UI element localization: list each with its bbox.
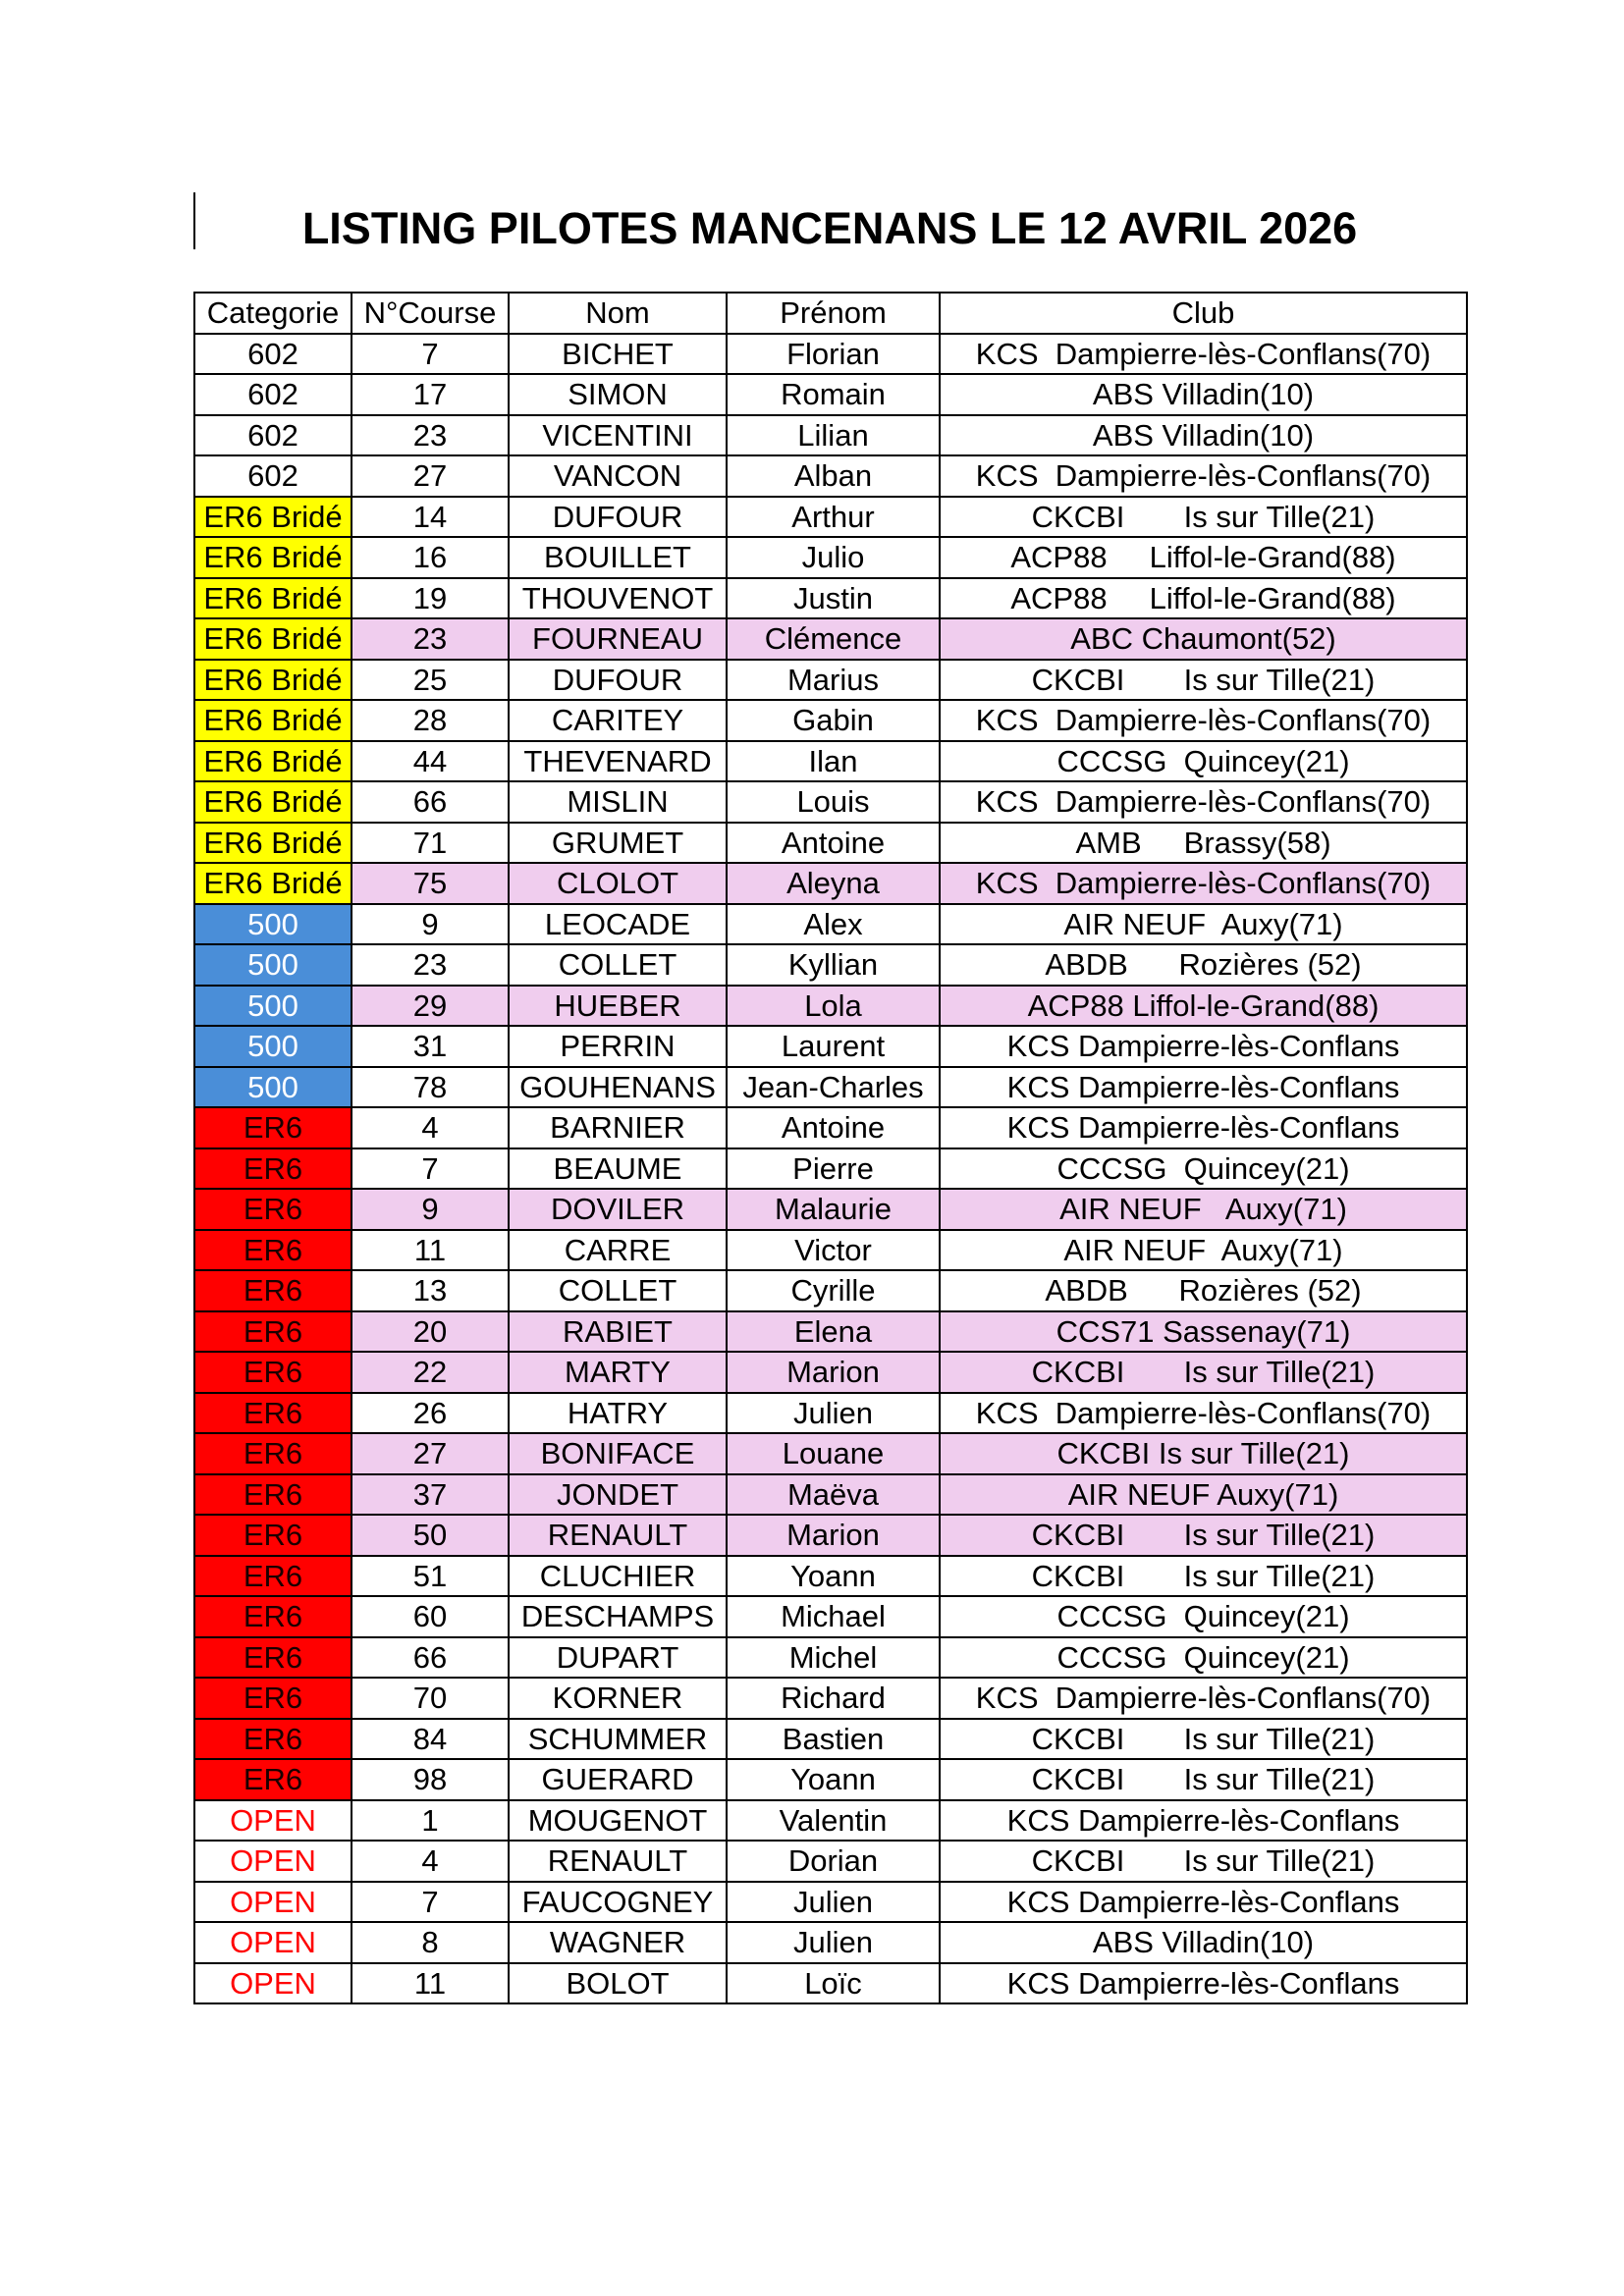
cell-numero-course: 98 [352, 1759, 509, 1800]
table-row [194, 904, 1467, 945]
cell-numero-course: 44 [352, 741, 509, 782]
cell-nom: CARITEY [509, 700, 727, 741]
table-row [194, 1922, 1467, 1963]
cell-categorie: OPEN [194, 1800, 352, 1842]
cell-numero-course: 23 [352, 415, 509, 456]
cell-categorie: ER6 [194, 1678, 352, 1719]
cell-numero-course: 23 [352, 618, 509, 660]
cell-nom: SIMON [509, 374, 727, 415]
cell-club: KCS Dampierre-lès-Conflans [940, 1107, 1467, 1148]
cell-prenom: Antoine [727, 823, 940, 864]
cell-numero-course: 8 [352, 1922, 509, 1963]
cell-categorie: ER6 Bridé [194, 741, 352, 782]
cell-nom: LEOCADE [509, 904, 727, 945]
cell-prenom: Laurent [727, 1026, 940, 1067]
header-club: Club [940, 293, 1467, 334]
cell-nom: BOUILLET [509, 537, 727, 578]
cell-prenom: Marion [727, 1515, 940, 1556]
cell-club: KCS Dampierre-lès-Conflans(70) [940, 781, 1467, 823]
table-row [194, 537, 1467, 578]
cell-nom: DOVILER [509, 1189, 727, 1230]
header-numero-course: N°Course [352, 293, 509, 334]
cell-numero-course: 22 [352, 1352, 509, 1393]
cell-numero-course: 4 [352, 1107, 509, 1148]
cell-nom: DESCHAMPS [509, 1596, 727, 1637]
cell-prenom: Jean-Charles [727, 1067, 940, 1108]
table-row [194, 618, 1467, 660]
cell-club: CKCBI Is sur Tille(21) [940, 660, 1467, 701]
cell-club: AIR NEUF Auxy(71) [940, 1230, 1467, 1271]
table-row [194, 334, 1467, 375]
cell-numero-course: 11 [352, 1230, 509, 1271]
cell-prenom: Cyrille [727, 1270, 940, 1311]
cell-prenom: Clémence [727, 618, 940, 660]
cell-nom: HUEBER [509, 986, 727, 1027]
cell-numero-course: 70 [352, 1678, 509, 1719]
table-row [194, 986, 1467, 1027]
cell-club: KCS Dampierre-lès-Conflans [940, 1882, 1467, 1923]
cell-nom: THEVENARD [509, 741, 727, 782]
cell-prenom: Malaurie [727, 1189, 940, 1230]
cell-club: CKCBI Is sur Tille(21) [940, 1841, 1467, 1882]
cell-categorie: 602 [194, 334, 352, 375]
cell-nom: BICHET [509, 334, 727, 375]
cell-categorie: 602 [194, 455, 352, 497]
cell-prenom: Julien [727, 1922, 940, 1963]
cell-prenom: Michael [727, 1596, 940, 1637]
cell-categorie: ER6 [194, 1474, 352, 1516]
table-row [194, 1230, 1467, 1271]
cell-categorie: ER6 [194, 1719, 352, 1760]
table-row [194, 1515, 1467, 1556]
header-prenom: Prénom [727, 293, 940, 334]
cell-nom: BOLOT [509, 1963, 727, 2004]
cell-nom: MISLIN [509, 781, 727, 823]
cell-club: AIR NEUF Auxy(71) [940, 1189, 1467, 1230]
cell-nom: RENAULT [509, 1515, 727, 1556]
cell-club: KCS Dampierre-lès-Conflans [940, 1963, 1467, 2004]
cell-numero-course: 28 [352, 700, 509, 741]
cell-club: ABS Villadin(10) [940, 374, 1467, 415]
cell-club: CCCSG Quincey(21) [940, 1637, 1467, 1679]
cell-nom: JONDET [509, 1474, 727, 1516]
cell-club: ACP88 Liffol-le-Grand(88) [940, 986, 1467, 1027]
cell-categorie: ER6 [194, 1352, 352, 1393]
table-row [194, 1393, 1467, 1434]
cell-categorie: ER6 [194, 1596, 352, 1637]
cell-prenom: Lilian [727, 415, 940, 456]
cell-categorie: ER6 [194, 1189, 352, 1230]
cell-prenom: Loïc [727, 1963, 940, 2004]
cell-club: KCS Dampierre-lès-Conflans [940, 1800, 1467, 1842]
table-row [194, 374, 1467, 415]
cell-categorie: ER6 [194, 1148, 352, 1190]
cell-nom: VANCON [509, 455, 727, 497]
cell-categorie: OPEN [194, 1922, 352, 1963]
cell-numero-course: 9 [352, 1189, 509, 1230]
cell-nom: BARNIER [509, 1107, 727, 1148]
cell-prenom: Gabin [727, 700, 940, 741]
cell-prenom: Maëva [727, 1474, 940, 1516]
cell-categorie: ER6 [194, 1311, 352, 1353]
cell-numero-course: 66 [352, 781, 509, 823]
cell-prenom: Romain [727, 374, 940, 415]
cell-prenom: Bastien [727, 1719, 940, 1760]
cell-club: KCS Dampierre-lès-Conflans(70) [940, 1678, 1467, 1719]
table-row [194, 1759, 1467, 1800]
table-row [194, 1433, 1467, 1474]
cell-nom: PERRIN [509, 1026, 727, 1067]
cell-numero-course: 17 [352, 374, 509, 415]
cell-prenom: Julien [727, 1393, 940, 1434]
cell-nom: FAUCOGNEY [509, 1882, 727, 1923]
cell-prenom: Ilan [727, 741, 940, 782]
cell-prenom: Alban [727, 455, 940, 497]
cell-nom: SCHUMMER [509, 1719, 727, 1760]
cell-nom: CARRE [509, 1230, 727, 1271]
table-row [194, 741, 1467, 782]
pilot-table [193, 292, 1468, 2004]
cell-nom: DUFOUR [509, 497, 727, 538]
table-row [194, 1352, 1467, 1393]
cell-categorie: ER6 [194, 1637, 352, 1679]
table-row [194, 1189, 1467, 1230]
table-row [194, 1841, 1467, 1882]
table-row [194, 1882, 1467, 1923]
table-row [194, 944, 1467, 986]
cell-categorie: ER6 [194, 1515, 352, 1556]
cell-prenom: Victor [727, 1230, 940, 1271]
cell-categorie: 500 [194, 986, 352, 1027]
cell-club: KCS Dampierre-lès-Conflans(70) [940, 863, 1467, 904]
cell-numero-course: 84 [352, 1719, 509, 1760]
cell-numero-course: 25 [352, 660, 509, 701]
cell-nom: KORNER [509, 1678, 727, 1719]
cell-categorie: ER6 Bridé [194, 537, 352, 578]
cell-prenom: Valentin [727, 1800, 940, 1842]
cell-nom: BONIFACE [509, 1433, 727, 1474]
cell-prenom: Elena [727, 1311, 940, 1353]
cell-numero-course: 66 [352, 1637, 509, 1679]
cell-prenom: Marius [727, 660, 940, 701]
cell-nom: COLLET [509, 944, 727, 986]
header-categorie: Categorie [194, 293, 352, 334]
cell-club: CKCBI Is sur Tille(21) [940, 1352, 1467, 1393]
cell-club: CKCBI Is sur Tille(21) [940, 1433, 1467, 1474]
cell-nom: GRUMET [509, 823, 727, 864]
cell-numero-course: 27 [352, 455, 509, 497]
cell-club: ABS Villadin(10) [940, 1922, 1467, 1963]
table-row [194, 1556, 1467, 1597]
cell-club: KCS Dampierre-lès-Conflans(70) [940, 1393, 1467, 1434]
cell-numero-course: 20 [352, 1311, 509, 1353]
cell-club: ACP88 Liffol-le-Grand(88) [940, 537, 1467, 578]
table-row [194, 660, 1467, 701]
cell-club: CKCBI Is sur Tille(21) [940, 1759, 1467, 1800]
cell-categorie: 500 [194, 1026, 352, 1067]
page-title: LISTING PILOTES MANCENANS LE 12 AVRIL 2026 [301, 203, 1358, 253]
cell-categorie: 500 [194, 944, 352, 986]
cell-club: KCS Dampierre-lès-Conflans [940, 1067, 1467, 1108]
cell-club: AIR NEUF Auxy(71) [940, 904, 1467, 945]
cell-numero-course: 14 [352, 497, 509, 538]
cell-numero-course: 23 [352, 944, 509, 986]
cell-nom: BEAUME [509, 1148, 727, 1190]
cell-categorie: ER6 Bridé [194, 660, 352, 701]
cell-prenom: Justin [727, 578, 940, 619]
cell-categorie: 602 [194, 415, 352, 456]
cell-categorie: OPEN [194, 1841, 352, 1882]
cell-numero-course: 7 [352, 1148, 509, 1190]
cell-club: CKCBI Is sur Tille(21) [940, 497, 1467, 538]
cell-nom: CLOLOT [509, 863, 727, 904]
cell-categorie: OPEN [194, 1963, 352, 2004]
cell-numero-course: 31 [352, 1026, 509, 1067]
cell-categorie: ER6 Bridé [194, 863, 352, 904]
cell-nom: MOUGENOT [509, 1800, 727, 1842]
cell-numero-course: 78 [352, 1067, 509, 1108]
cell-numero-course: 4 [352, 1841, 509, 1882]
table-row [194, 497, 1467, 538]
table-row [194, 1067, 1467, 1108]
table-row [194, 415, 1467, 456]
cell-categorie: ER6 [194, 1433, 352, 1474]
cell-club: KCS Dampierre-lès-Conflans(70) [940, 455, 1467, 497]
cell-numero-course: 51 [352, 1556, 509, 1597]
cell-prenom: Julio [727, 537, 940, 578]
cell-prenom: Alex [727, 904, 940, 945]
cell-numero-course: 11 [352, 1963, 509, 2004]
cell-prenom: Arthur [727, 497, 940, 538]
cell-prenom: Richard [727, 1678, 940, 1719]
cell-categorie: ER6 [194, 1270, 352, 1311]
cell-nom: COLLET [509, 1270, 727, 1311]
cell-prenom: Louane [727, 1433, 940, 1474]
cell-categorie: ER6 [194, 1759, 352, 1800]
cell-club: KCS Dampierre-lès-Conflans(70) [940, 334, 1467, 375]
cell-numero-course: 60 [352, 1596, 509, 1637]
cell-nom: DUPART [509, 1637, 727, 1679]
table-row [194, 1963, 1467, 2004]
table-row [194, 1474, 1467, 1516]
cell-numero-course: 7 [352, 1882, 509, 1923]
cell-categorie: 500 [194, 1067, 352, 1108]
table-row [194, 1148, 1467, 1190]
cell-nom: HATRY [509, 1393, 727, 1434]
header-nom: Nom [509, 293, 727, 334]
cell-numero-course: 26 [352, 1393, 509, 1434]
table-row [194, 863, 1467, 904]
cell-club: ABS Villadin(10) [940, 415, 1467, 456]
cell-prenom: Yoann [727, 1759, 940, 1800]
cell-numero-course: 7 [352, 334, 509, 375]
cell-categorie: ER6 Bridé [194, 700, 352, 741]
table-row [194, 1107, 1467, 1148]
cell-prenom: Kyllian [727, 944, 940, 986]
cell-prenom: Yoann [727, 1556, 940, 1597]
cell-club: KCS Dampierre-lès-Conflans [940, 1026, 1467, 1067]
cell-club: ABDB Rozières (52) [940, 1270, 1467, 1311]
cell-club: ABDB Rozières (52) [940, 944, 1467, 986]
cell-prenom: Julien [727, 1882, 940, 1923]
table-row [194, 1311, 1467, 1353]
header-row [194, 293, 1467, 334]
cell-categorie: 500 [194, 904, 352, 945]
cell-numero-course: 1 [352, 1800, 509, 1842]
cell-categorie: ER6 [194, 1230, 352, 1271]
cell-numero-course: 71 [352, 823, 509, 864]
cell-club: ACP88 Liffol-le-Grand(88) [940, 578, 1467, 619]
cell-numero-course: 27 [352, 1433, 509, 1474]
table-row [194, 1678, 1467, 1719]
cell-prenom: Antoine [727, 1107, 940, 1148]
cell-categorie: ER6 Bridé [194, 578, 352, 619]
cell-categorie: ER6 Bridé [194, 781, 352, 823]
cell-club: CKCBI Is sur Tille(21) [940, 1556, 1467, 1597]
cell-prenom: Florian [727, 334, 940, 375]
table-row [194, 1026, 1467, 1067]
cell-nom: FOURNEAU [509, 618, 727, 660]
cell-categorie: ER6 Bridé [194, 618, 352, 660]
cell-prenom: Michel [727, 1637, 940, 1679]
cell-categorie: ER6 Bridé [194, 497, 352, 538]
cell-categorie: 602 [194, 374, 352, 415]
cell-prenom: Pierre [727, 1148, 940, 1190]
cell-nom: CLUCHIER [509, 1556, 727, 1597]
table-row [194, 1596, 1467, 1637]
cell-club: AIR NEUF Auxy(71) [940, 1474, 1467, 1516]
table-row [194, 1719, 1467, 1760]
cell-club: CCCSG Quincey(21) [940, 741, 1467, 782]
cell-numero-course: 16 [352, 537, 509, 578]
table-row [194, 455, 1467, 497]
cell-nom: WAGNER [509, 1922, 727, 1963]
cell-numero-course: 13 [352, 1270, 509, 1311]
cell-numero-course: 19 [352, 578, 509, 619]
cell-nom: GOUHENANS [509, 1067, 727, 1108]
table-row [194, 1270, 1467, 1311]
cell-categorie: ER6 Bridé [194, 823, 352, 864]
cell-numero-course: 29 [352, 986, 509, 1027]
margin-mark [193, 192, 195, 249]
cell-numero-course: 75 [352, 863, 509, 904]
cell-prenom: Lola [727, 986, 940, 1027]
cell-categorie: ER6 [194, 1393, 352, 1434]
cell-club: KCS Dampierre-lès-Conflans(70) [940, 700, 1467, 741]
table-row [194, 1800, 1467, 1842]
table-body [194, 334, 1467, 2004]
cell-club: CKCBI Is sur Tille(21) [940, 1515, 1467, 1556]
cell-nom: MARTY [509, 1352, 727, 1393]
cell-prenom: Aleyna [727, 863, 940, 904]
cell-prenom: Marion [727, 1352, 940, 1393]
cell-club: AMB Brassy(58) [940, 823, 1467, 864]
cell-club: CCS71 Sassenay(71) [940, 1311, 1467, 1353]
cell-prenom: Louis [727, 781, 940, 823]
cell-nom: RENAULT [509, 1841, 727, 1882]
cell-nom: GUERARD [509, 1759, 727, 1800]
cell-club: ABC Chaumont(52) [940, 618, 1467, 660]
cell-club: CCCSG Quincey(21) [940, 1596, 1467, 1637]
cell-club: CCCSG Quincey(21) [940, 1148, 1467, 1190]
cell-nom: THOUVENOT [509, 578, 727, 619]
table-row [194, 578, 1467, 619]
table-row [194, 823, 1467, 864]
cell-club: CKCBI Is sur Tille(21) [940, 1719, 1467, 1760]
table-row [194, 781, 1467, 823]
cell-nom: DUFOUR [509, 660, 727, 701]
cell-nom: RABIET [509, 1311, 727, 1353]
cell-numero-course: 50 [352, 1515, 509, 1556]
cell-nom: VICENTINI [509, 415, 727, 456]
table-row [194, 700, 1467, 741]
table-row [194, 1637, 1467, 1679]
cell-categorie: ER6 [194, 1107, 352, 1148]
cell-categorie: OPEN [194, 1882, 352, 1923]
cell-numero-course: 9 [352, 904, 509, 945]
cell-categorie: ER6 [194, 1556, 352, 1597]
cell-numero-course: 37 [352, 1474, 509, 1516]
cell-prenom: Dorian [727, 1841, 940, 1882]
